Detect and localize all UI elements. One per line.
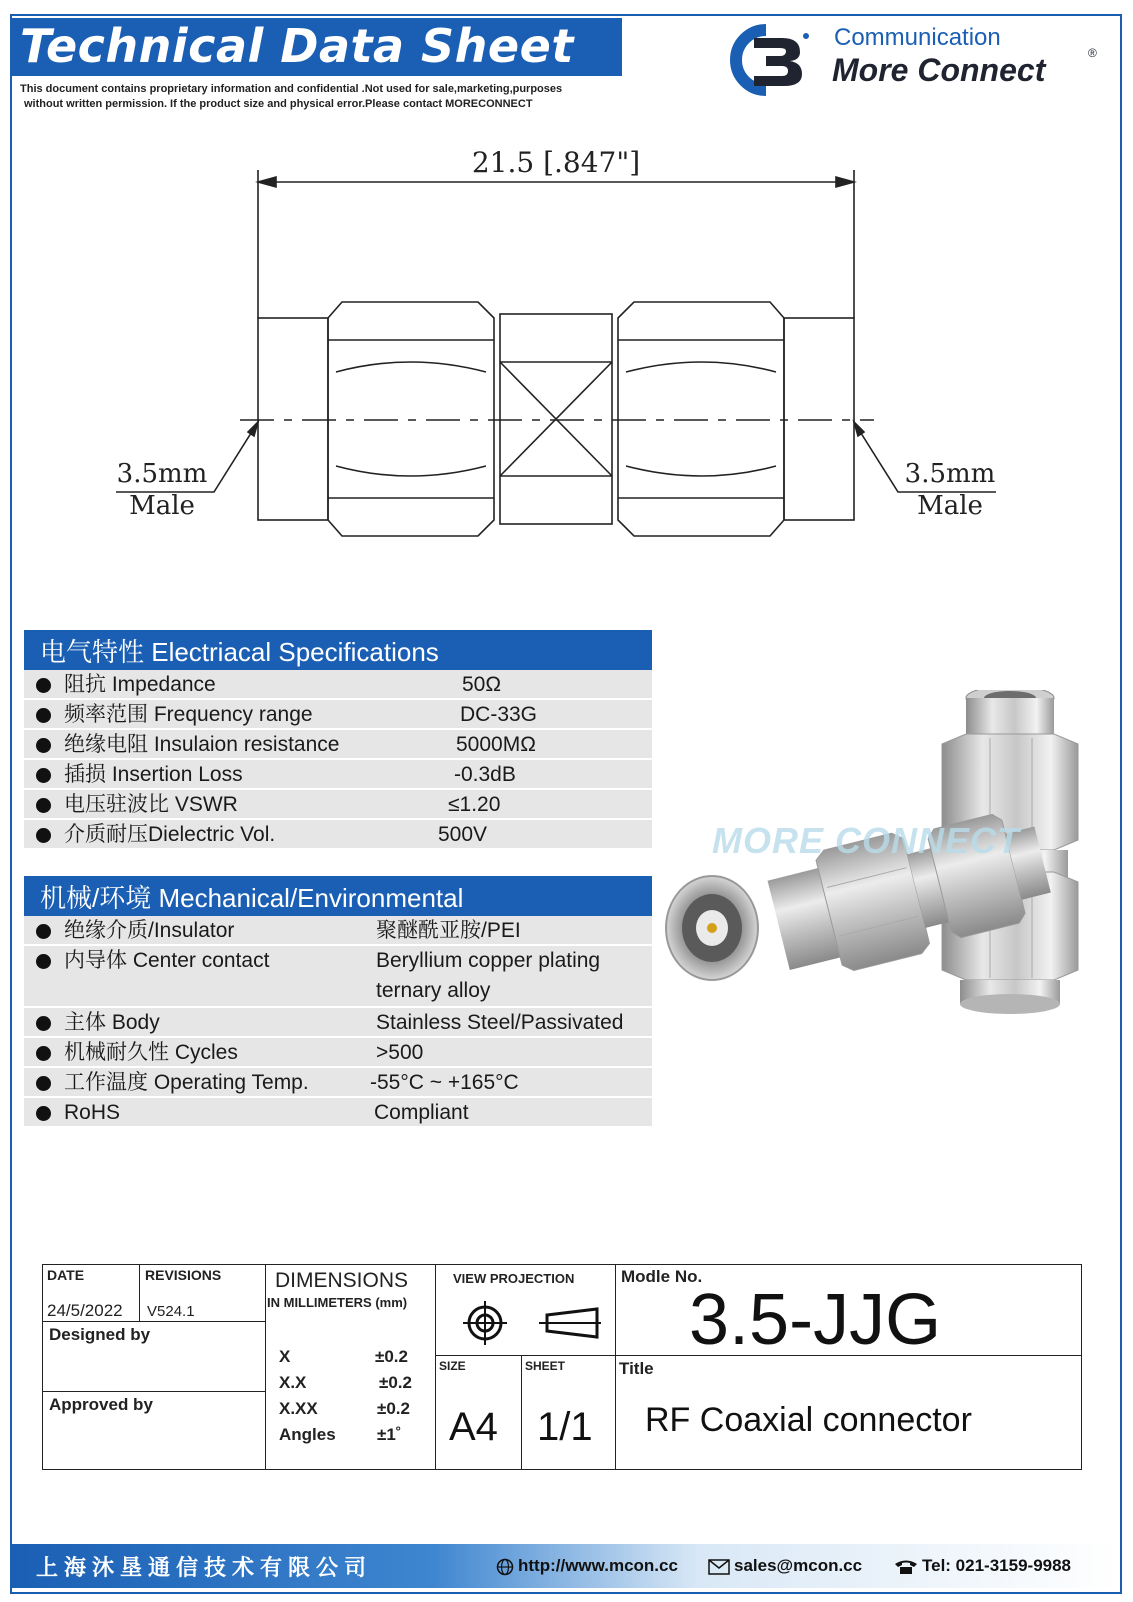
spec-label: 绝缘电阻 Insulaion resistance xyxy=(64,733,340,756)
revisions-value: V524.1 xyxy=(147,1303,195,1320)
sheet-value: 1/1 xyxy=(537,1405,593,1449)
spec-row-frequency xyxy=(24,700,652,730)
registered-mark: ® xyxy=(1088,46,1097,60)
spec-value: 聚醚酰亚胺/PEI xyxy=(376,919,521,942)
spec-row-center-contact xyxy=(24,946,652,1008)
mechanical-section-title: 机械/环境 Mechanical/Environmental xyxy=(24,876,652,916)
website-link[interactable] xyxy=(496,1556,678,1576)
model-label: Modle No. xyxy=(621,1267,703,1286)
spec-row-insertion-loss xyxy=(24,760,652,790)
size-value: A4 xyxy=(449,1405,498,1449)
bullet-icon xyxy=(36,1076,51,1091)
spec-row-insulation xyxy=(24,730,652,760)
spec-row-dielectric xyxy=(24,820,652,850)
spec-label: 主体 Body xyxy=(64,1011,160,1034)
electrical-spec-table xyxy=(24,670,652,850)
spec-row-operating-temp xyxy=(24,1068,652,1098)
tolerance-angles-name: Angles xyxy=(279,1425,336,1444)
tolerance-angles-value: ±1˚ xyxy=(377,1425,402,1444)
more-connect-logo-icon xyxy=(720,24,820,96)
bullet-icon xyxy=(36,1046,51,1061)
dimensions-unit: IN MILLIMETERS (mm) xyxy=(267,1295,408,1310)
brand-more-connect: More Connect xyxy=(832,52,1046,88)
spec-row-body xyxy=(24,1008,652,1038)
email-text: sales@mcon.cc xyxy=(734,1556,863,1575)
divider xyxy=(139,1265,140,1321)
spec-label: 插损 Insertion Loss xyxy=(64,763,243,786)
divider xyxy=(521,1355,522,1469)
spec-value: -55°C ~ +165°C xyxy=(370,1071,519,1094)
projection-symbol-icon xyxy=(455,1301,605,1347)
phone-number[interactable] xyxy=(894,1556,1071,1576)
bullet-icon xyxy=(36,954,51,969)
tolerance-x-value: ±0.2 xyxy=(375,1347,408,1366)
spec-row-rohs xyxy=(24,1098,652,1128)
tolerance-xxx-value: ±0.2 xyxy=(377,1399,410,1418)
envelope-icon xyxy=(708,1559,730,1575)
divider xyxy=(435,1265,436,1469)
approved-by-label: Approved by xyxy=(49,1395,153,1414)
title-block xyxy=(42,1264,1082,1470)
bullet-icon xyxy=(36,828,51,843)
spec-value-line-2: ternary alloy xyxy=(376,979,491,1002)
spec-label: 介质耐压Dielectric Vol. xyxy=(64,823,276,846)
spec-row-insulator xyxy=(24,916,652,946)
spec-value: -0.3dB xyxy=(454,763,516,786)
spec-label: 电压驻波比 VSWR xyxy=(64,793,238,816)
spec-row-vswr xyxy=(24,790,652,820)
divider xyxy=(43,1391,265,1392)
divider xyxy=(43,1321,265,1322)
spec-value: 500V xyxy=(438,823,488,846)
email-link[interactable] xyxy=(708,1556,862,1576)
company-name: 上海沐垦通信技术有限公司 xyxy=(36,1555,373,1580)
model-number: 3.5-JJG xyxy=(689,1280,942,1360)
mechanical-spec-table xyxy=(24,916,652,1128)
product-title: RF Coaxial connector xyxy=(645,1401,972,1439)
spec-value: 5000MΩ xyxy=(456,733,536,756)
divider xyxy=(265,1265,266,1469)
spec-value: >500 xyxy=(376,1041,424,1064)
bullet-icon xyxy=(36,924,51,939)
bullet-icon xyxy=(36,1016,51,1031)
spec-row-impedance xyxy=(24,670,652,700)
spec-label: 绝缘介质/Insulator xyxy=(64,919,235,942)
sheet-label: SHEET xyxy=(525,1359,566,1373)
electrical-section-title: 电气特性 Electriacal Specifications xyxy=(24,630,652,670)
tolerance-x-name: X xyxy=(279,1347,291,1366)
bullet-icon xyxy=(36,798,51,813)
brand-communication: Communication xyxy=(834,24,1001,51)
right-port-size: 3.5mm xyxy=(904,459,996,489)
bullet-icon xyxy=(36,708,51,723)
bullet-icon xyxy=(36,678,51,693)
revisions-label: REVISIONS xyxy=(145,1267,222,1283)
size-label: SIZE xyxy=(439,1359,466,1373)
spec-value: Stainless Steel/Passivated xyxy=(376,1011,624,1034)
date-label: DATE xyxy=(47,1267,85,1283)
watermark: MORE CONNECT xyxy=(712,820,1020,861)
telephone-icon xyxy=(894,1559,918,1575)
bullet-icon xyxy=(36,1106,51,1121)
bullet-icon xyxy=(36,738,51,753)
bullet-icon xyxy=(36,768,51,783)
spec-label: 频率范围 Frequency range xyxy=(64,703,313,726)
spec-label: 阻抗 Impedance xyxy=(64,673,216,696)
designed-by-label: Designed by xyxy=(49,1325,151,1344)
spec-value: DC-33G xyxy=(460,703,538,726)
dimensions-label: DIMENSIONS xyxy=(275,1269,409,1292)
date-value: 24/5/2022 xyxy=(47,1301,123,1320)
spec-label: 机械耐久性 Cycles xyxy=(64,1041,238,1064)
spec-label: RoHS xyxy=(64,1101,121,1124)
divider xyxy=(615,1265,616,1469)
disclaimer-line-1: This document contains proprietary information and confidential .Not used for sale,marketing,purposes xyxy=(20,83,563,95)
tolerance-xx-value: ±0.2 xyxy=(379,1373,412,1392)
spec-value: 50Ω xyxy=(462,673,502,696)
tolerance-xx-name: X.X xyxy=(279,1373,307,1392)
view-projection-label: VIEW PROJECTION xyxy=(453,1271,575,1286)
disclaimer-line-2: without written permission. If the product size and physical error.Please contact MORECONNECT xyxy=(24,98,533,110)
spec-value: Compliant xyxy=(374,1101,469,1124)
tel-text: Tel: 021-3159-9988 xyxy=(922,1556,1072,1575)
right-port-gender: Male xyxy=(917,491,983,521)
tolerance-xxx-name: X.XX xyxy=(279,1399,318,1418)
title-label: Title xyxy=(619,1359,654,1378)
spec-value: Beryllium copper plating xyxy=(376,949,601,972)
spec-row-cycles xyxy=(24,1038,652,1068)
globe-icon xyxy=(496,1558,514,1576)
spec-value: ≤1.20 xyxy=(448,793,501,816)
disclaimer xyxy=(20,82,620,112)
website-text: http://www.mcon.cc xyxy=(518,1556,678,1575)
length-dimension: 21.5 [.847"] xyxy=(471,146,641,179)
left-port-gender: Male xyxy=(129,491,195,521)
spec-label: 内导体 Center contact xyxy=(64,949,270,972)
connector-drawing xyxy=(110,140,1030,570)
page-title: Technical Data Sheet xyxy=(20,19,574,73)
left-port-size: 3.5mm xyxy=(116,459,208,489)
spec-label: 工作温度 Operating Temp. xyxy=(64,1071,309,1094)
